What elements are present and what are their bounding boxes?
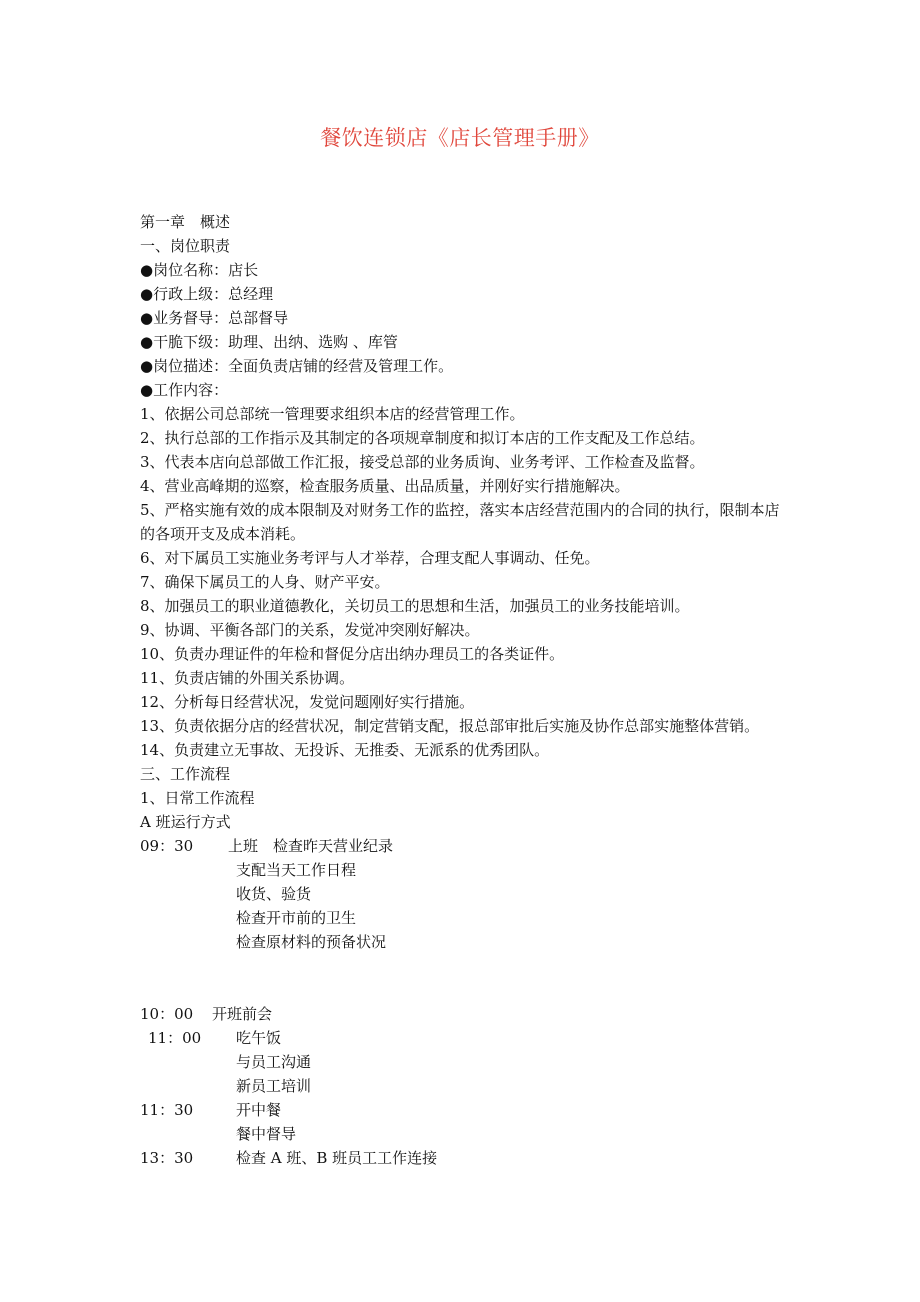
schedule-row xyxy=(140,858,790,882)
schedule-row xyxy=(140,1122,790,1146)
schedule-task: 支配当天工作日程 xyxy=(236,861,357,879)
schedule-row xyxy=(140,906,790,930)
numbered-item: 2、执行总部的工作指示及其制定的各项规章制度和拟订本店的工作支配及工作总结。 xyxy=(140,429,705,447)
numbered-item: 12、分析每日经营状况，发觉问题刚好实行措施。 xyxy=(140,693,475,711)
bullet-item: ●岗位描述：全面负责店铺的经营及管理工作。 xyxy=(140,357,454,375)
numbered-item: 3、代表本店向总部做工作汇报，接受总部的业务质询、业务考评、工作检查及监督。 xyxy=(140,453,705,471)
section-heading: 一、岗位职责 xyxy=(140,237,231,255)
schedule-row xyxy=(140,930,790,954)
blank-gap xyxy=(140,954,790,1002)
shift-heading: A 班运行方式 xyxy=(140,813,231,831)
schedule-task: 上班 检查昨天营业纪录 xyxy=(228,837,394,855)
schedule-row xyxy=(140,882,790,906)
schedule-time: 09：30 xyxy=(140,837,194,855)
schedule-time: 11：30 xyxy=(140,1101,194,1119)
bullet-item: ●业务督导：总部督导 xyxy=(140,309,289,327)
chapter-heading: 第一章 概述 xyxy=(140,213,231,231)
numbered-item: 5、严格实施有效的成本限制及对财务工作的监控，落实本店经营范围内的合同的执行，限制本店的各项开支及成本消耗。 xyxy=(140,501,780,543)
document-body xyxy=(140,210,790,1170)
numbered-item: 8、加强员工的职业道德教化，关切员工的思想和生活，加强员工的业务技能培训。 xyxy=(140,597,690,615)
numbered-item: 13、负责依据分店的经营状况，制定营销支配，报总部审批后实施及协作总部实施整体营销。 xyxy=(140,717,760,735)
bullet-item: ●工作内容： xyxy=(140,381,229,399)
numbered-item: 7、确保下属员工的人身、财产平安。 xyxy=(140,573,390,591)
schedule-time: 10：00 xyxy=(140,1005,194,1023)
schedule-row xyxy=(140,1026,790,1050)
numbered-item: 11、负责店铺的外围关系协调。 xyxy=(140,669,355,687)
schedule-row xyxy=(140,1050,790,1074)
schedule-row xyxy=(140,1002,790,1026)
schedule-row xyxy=(140,1098,790,1122)
schedule-task: 新员工培训 xyxy=(236,1077,312,1095)
section-heading: 三、工作流程 xyxy=(140,765,231,783)
schedule-task: 收货、验货 xyxy=(236,885,312,903)
schedule-row xyxy=(140,1074,790,1098)
schedule-time: 11：00 xyxy=(148,1029,202,1047)
schedule-task: 吃午饭 xyxy=(236,1029,282,1047)
schedule-block-b xyxy=(140,1002,790,1170)
subsection-heading: 1、日常工作流程 xyxy=(140,789,255,807)
bullet-item: ●干脆下级：助理、出纳、选购 、库管 xyxy=(140,333,398,351)
schedule-row xyxy=(140,1146,790,1170)
numbered-item: 10、负责办理证件的年检和督促分店出纳办理员工的各类证件。 xyxy=(140,645,565,663)
schedule-row xyxy=(140,834,790,858)
numbered-item: 1、依据公司总部统一管理要求组织本店的经营管理工作。 xyxy=(140,405,525,423)
schedule-task: 检查 A 班、B 班员工工作连接 xyxy=(236,1149,438,1167)
bullet-item: ●岗位名称：店长 xyxy=(140,261,259,279)
schedule-task: 开中餐 xyxy=(236,1101,282,1119)
numbered-item: 6、对下属员工实施业务考评与人才举荐，合理支配人事调动、任免。 xyxy=(140,549,600,567)
document-title: 餐饮连锁店《店长管理手册》 xyxy=(320,126,600,150)
numbered-item: 14、负责建立无事故、无投诉、无推委、无派系的优秀团队。 xyxy=(140,741,550,759)
schedule-time: 13：30 xyxy=(140,1149,194,1167)
schedule-task: 餐中督导 xyxy=(236,1125,297,1143)
schedule-task: 与员工沟通 xyxy=(236,1053,312,1071)
numbered-item: 9、协调、平衡各部门的关系，发觉冲突刚好解决。 xyxy=(140,621,480,639)
schedule-block-a xyxy=(140,834,790,954)
numbered-item: 4、营业高峰期的巡察，检查服务质量、出品质量，并刚好实行措施解决。 xyxy=(140,477,630,495)
schedule-task: 检查原材料的预备状况 xyxy=(236,933,387,951)
schedule-task: 检查开市前的卫生 xyxy=(236,909,357,927)
schedule-task: 开班前会 xyxy=(212,1005,273,1023)
bullet-item: ●行政上级：总经理 xyxy=(140,285,274,303)
